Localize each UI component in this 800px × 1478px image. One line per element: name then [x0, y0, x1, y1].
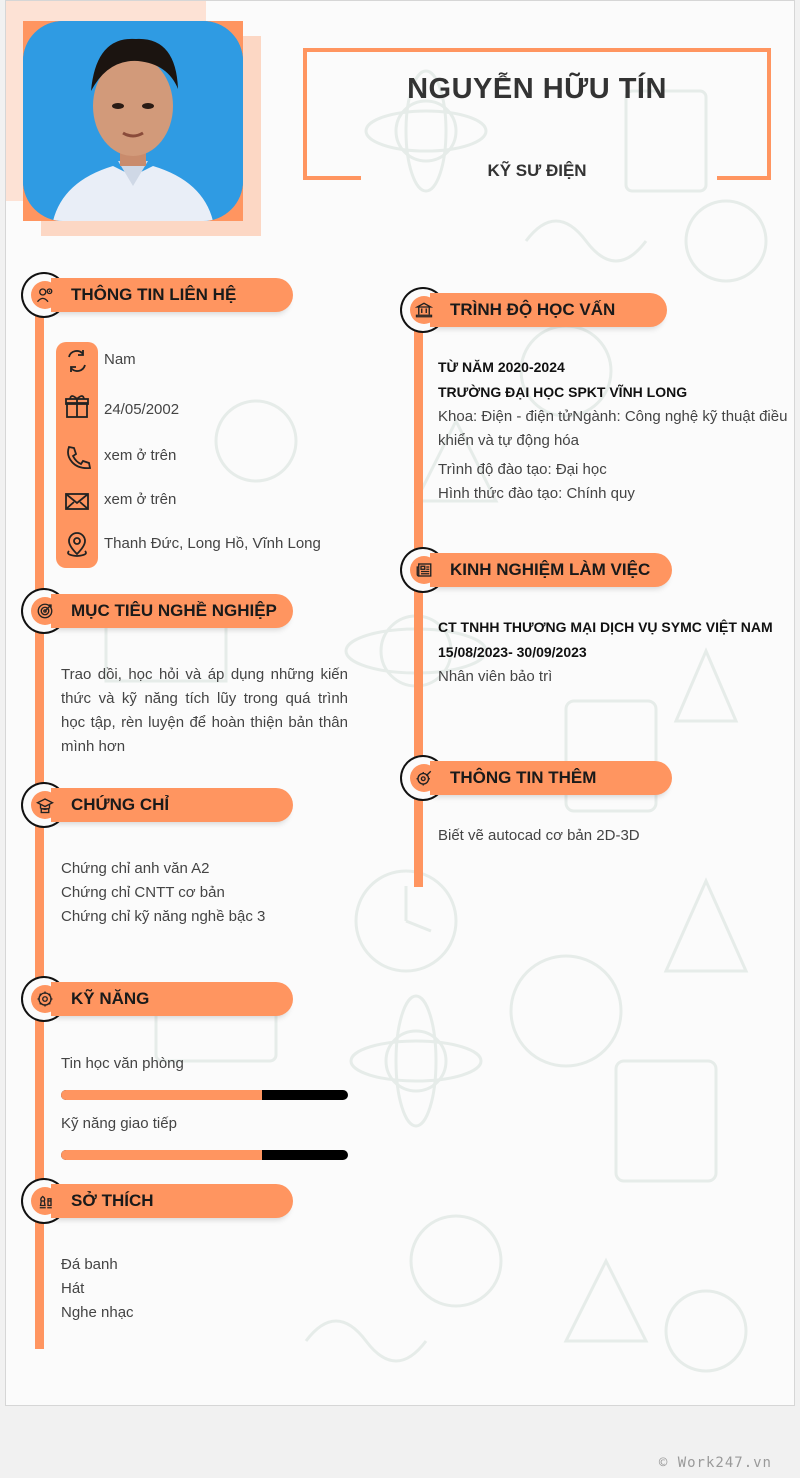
- education-school: TRƯỜNG ĐẠI HỌC SPKT VĨNH LONG: [438, 384, 688, 400]
- skill-bar-fill: [61, 1090, 262, 1100]
- graduation-cap-icon: [31, 791, 59, 819]
- experience-company: CT TNHH THƯƠNG MẠI DỊCH VỤ SYMC VIỆT NAM: [438, 619, 773, 635]
- skill-bar: [61, 1150, 348, 1160]
- address-text: Thanh Đức, Long Hồ, Vĩnh Long: [104, 535, 321, 552]
- certificate-item: Chứng chỉ CNTT cơ bản: [61, 884, 225, 901]
- hobby-item: Nghe nhạc: [61, 1304, 134, 1321]
- phone-text: xem ở trên: [104, 447, 177, 464]
- certificate-item: Chứng chỉ kỹ năng nghề bậc 3: [61, 908, 266, 925]
- experience-section-header: [402, 553, 672, 587]
- hobby-item: Hát: [61, 1280, 85, 1297]
- extra-text: Biết vẽ autocad cơ bản 2D-3D: [438, 827, 640, 844]
- hobby-item: Đá banh: [61, 1256, 118, 1273]
- target-icon: [31, 597, 59, 625]
- cv-page: [5, 0, 795, 1406]
- certificate-item: Chứng chỉ anh văn A2: [61, 860, 210, 877]
- certificates-section-title: CHỨNG CHỈ: [51, 788, 293, 822]
- education-section-title: TRÌNH ĐỘ HỌC VẤN: [430, 293, 667, 327]
- avatar: [23, 21, 243, 221]
- skill-bar: [61, 1090, 348, 1100]
- chess-icon: [31, 1187, 59, 1215]
- email-icon: [63, 487, 91, 515]
- school-icon: [410, 296, 438, 324]
- hobbies-section-title: SỞ THÍCH: [51, 1184, 293, 1218]
- skills-section-header: [23, 982, 293, 1016]
- job-title: KỸ SƯ ĐIỆN: [487, 161, 587, 180]
- email-text: xem ở trên: [104, 491, 177, 508]
- education-major: Khoa: Điện - điện tửNgành: Công nghệ kỹ thuật điều khiển và tự động hóa: [438, 408, 788, 449]
- experience-period: 15/08/2023- 30/09/2023: [438, 644, 587, 660]
- contact-person-icon: [31, 281, 59, 309]
- experience-section-title: KINH NGHIỆM LÀM VIỆC: [430, 553, 672, 587]
- phone-icon: [63, 443, 91, 471]
- gear-person-icon: [31, 985, 59, 1013]
- location-icon: [63, 531, 91, 559]
- skill-name: Kỹ năng giao tiếp: [61, 1115, 177, 1132]
- skills-section-title: KỸ NĂNG: [51, 982, 293, 1016]
- newspaper-icon: [410, 556, 438, 584]
- certificates-section-header: [23, 788, 293, 822]
- gender-icon: [63, 347, 91, 375]
- objective-section-header: [23, 594, 293, 628]
- experience-position: Nhân viên bảo trì: [438, 668, 553, 685]
- watermark: © Work247.vn: [658, 1455, 772, 1471]
- birthday-text: 24/05/2002: [104, 401, 180, 418]
- objective-text: Trao dồi, học hỏi và áp dụng những kiến thức và kỹ năng tích lũy trong quá trình học tập, rèn luyện để hoàn thiện bản thân mình hơn: [61, 666, 348, 755]
- extra-section-header: [402, 761, 672, 795]
- education-level: Trình độ đào tạo: Đại học: [438, 461, 607, 478]
- gender-text: Nam: [104, 351, 136, 368]
- hobbies-section-header: [23, 1184, 293, 1218]
- extra-section-title: THÔNG TIN THÊM: [430, 761, 672, 795]
- contact-section-title: THÔNG TIN LIÊN HỆ: [51, 278, 293, 312]
- full-name: NGUYỄN HỮU TÍN: [407, 73, 667, 105]
- objective-section-title: MỤC TIÊU NGHỀ NGHIỆP: [51, 594, 293, 628]
- gift-icon: [63, 392, 91, 420]
- education-mode: Hình thức đào tạo: Chính quy: [438, 485, 635, 502]
- education-period: TỪ NĂM 2020-2024: [438, 359, 565, 375]
- skill-name: Tin học văn phòng: [61, 1055, 184, 1072]
- contact-section-header: [23, 278, 293, 312]
- skill-bar-fill: [61, 1150, 262, 1160]
- education-section-header: [402, 293, 667, 327]
- gear-pen-icon: [410, 764, 438, 792]
